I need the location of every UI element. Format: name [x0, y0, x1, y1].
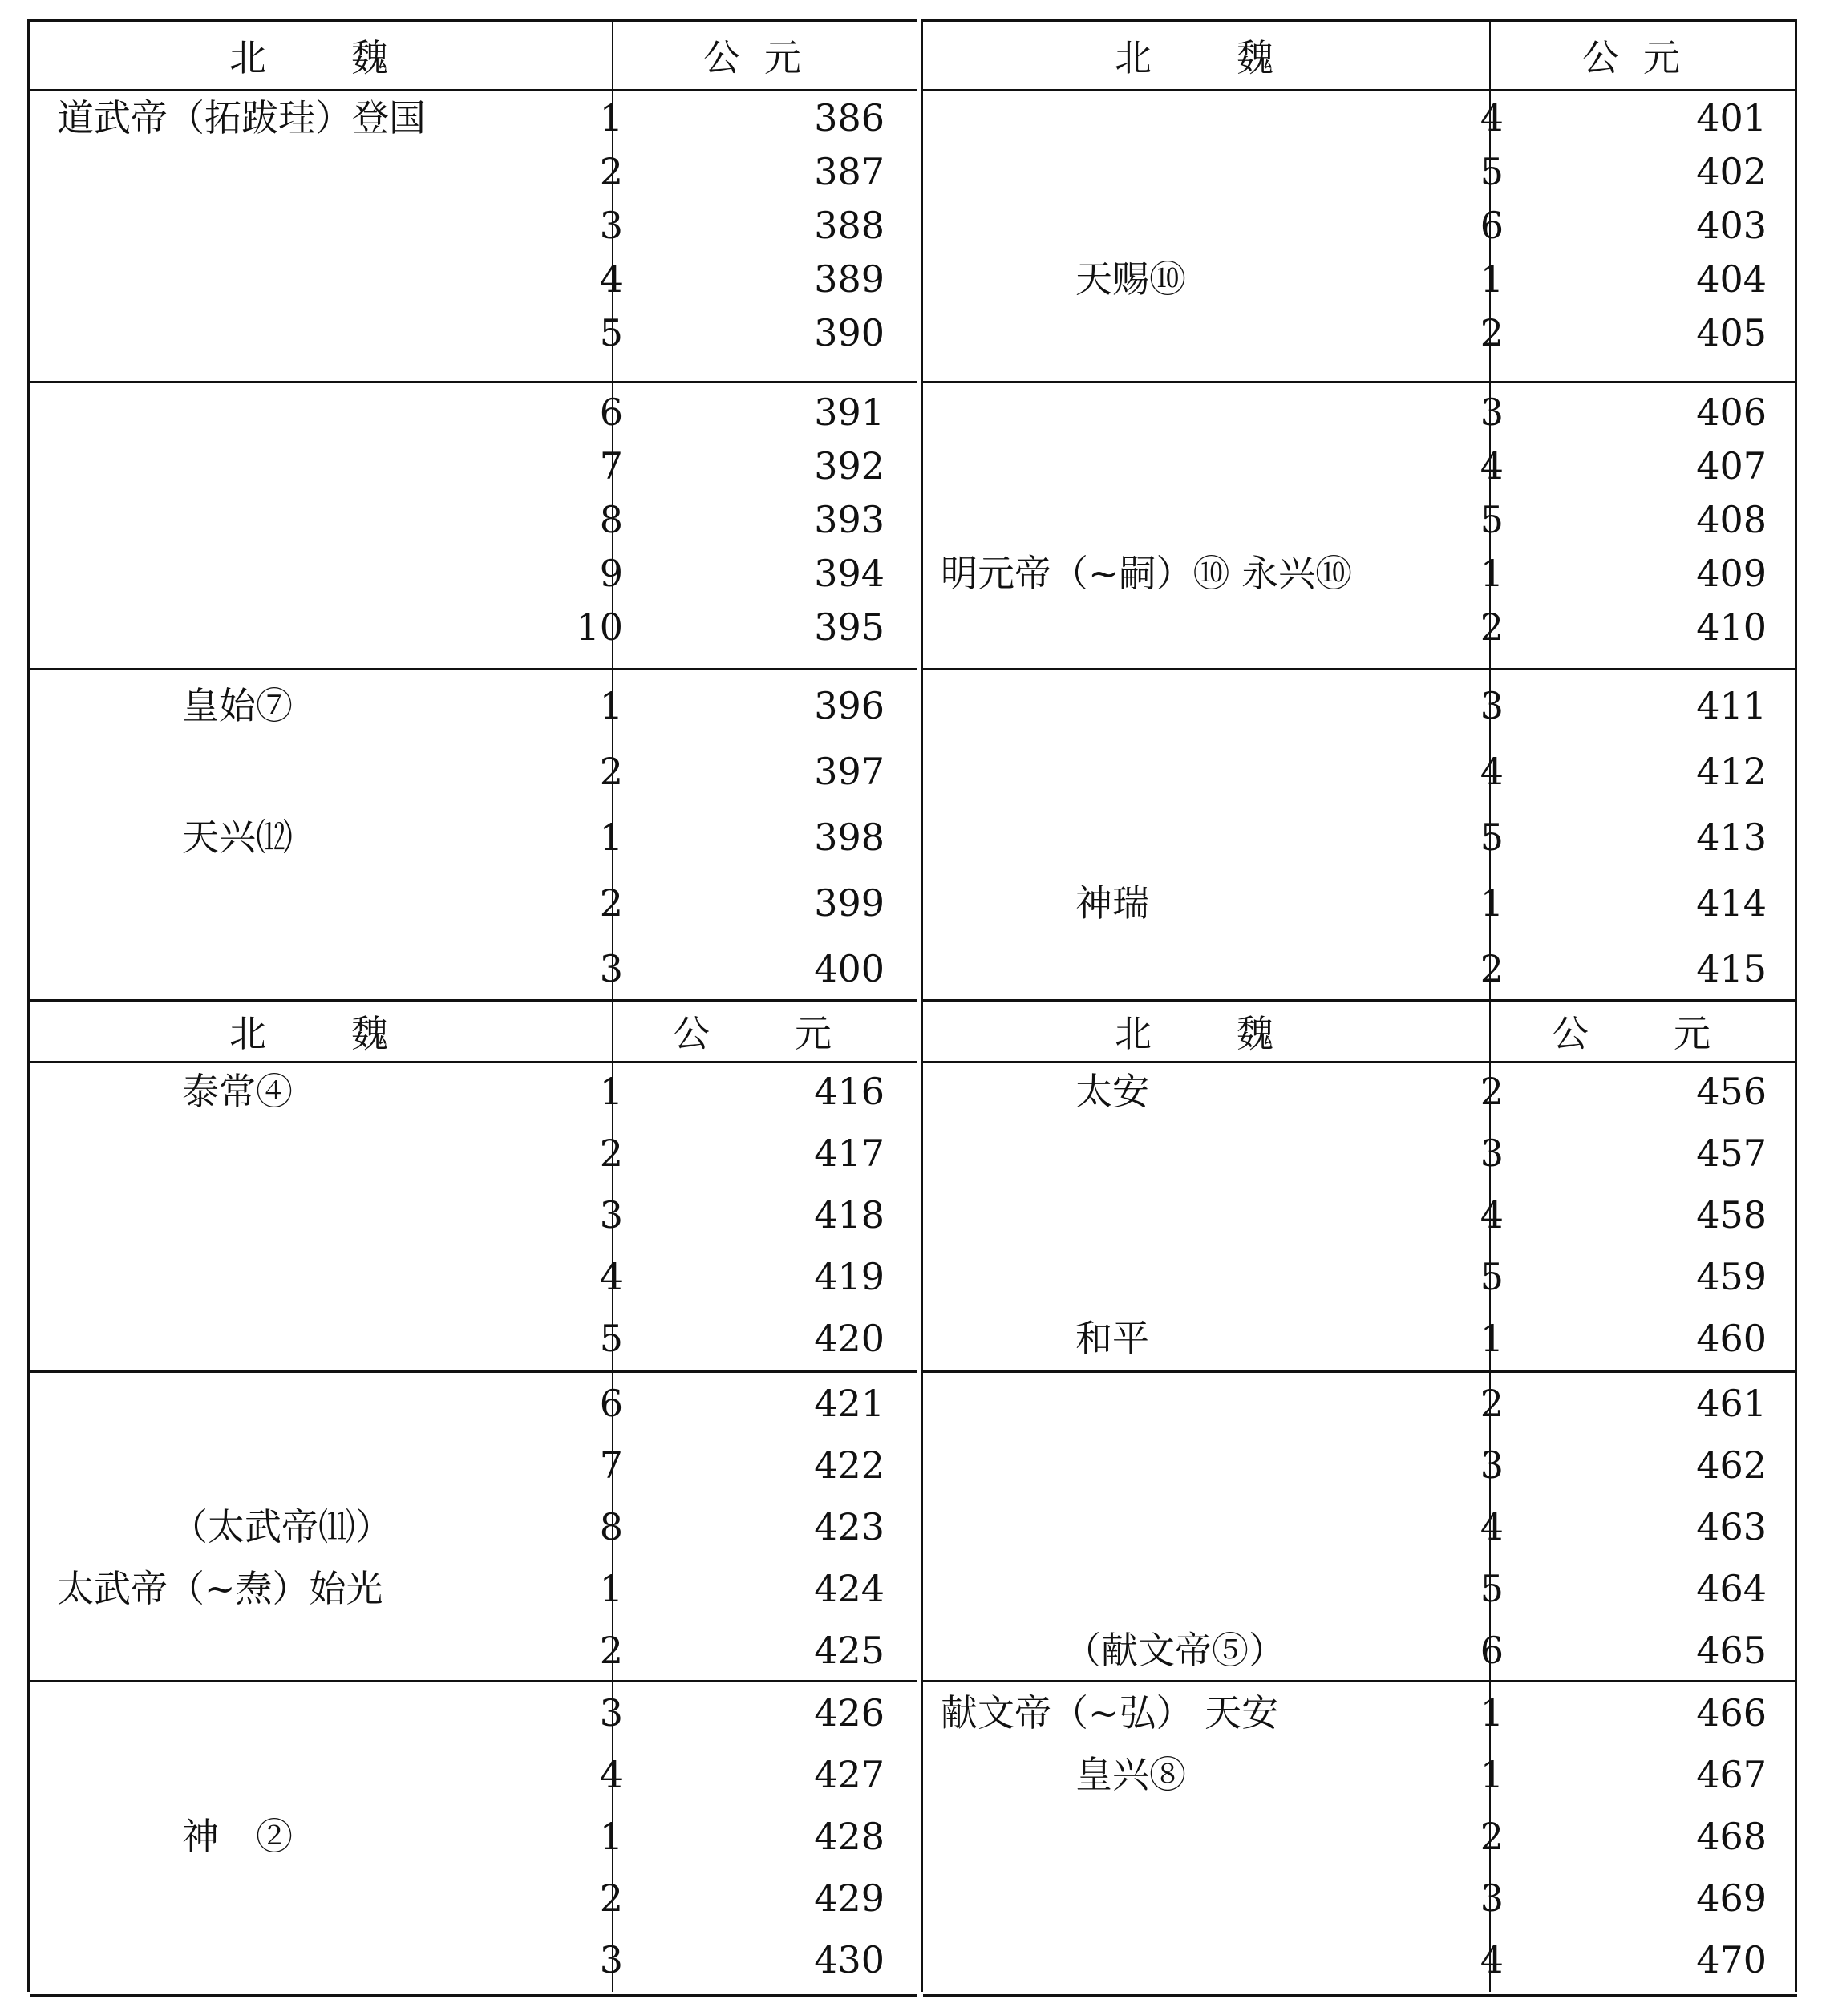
row-group: [30, 668, 917, 999]
table-row: [30, 603, 917, 651]
section-header-row: [923, 22, 1797, 91]
table-row: [30, 201, 917, 249]
table-row: [923, 1626, 1797, 1674]
reign-year-number: 3: [599, 1193, 623, 1237]
table-section: [923, 999, 1797, 1997]
reign-year-number: 1: [599, 816, 623, 859]
table-row: [30, 1874, 917, 1922]
ce-year: 413: [1696, 816, 1767, 859]
reign-year-number: 5: [1480, 150, 1504, 193]
ce-year: 424: [814, 1567, 885, 1610]
reign-label: 皇兴⑧: [1075, 1753, 1186, 1796]
reign-year-table: [27, 19, 1797, 1992]
reign-year-number: 2: [1480, 1070, 1504, 1113]
reign-year-number: 4: [1480, 96, 1504, 140]
reign-year-number: 7: [599, 444, 623, 488]
table-row: [30, 1812, 917, 1860]
reign-year-number: 3: [1480, 1131, 1504, 1175]
ce-year: 396: [814, 684, 885, 727]
reign-year-number: 3: [1480, 1876, 1504, 1920]
table-row: [30, 682, 917, 730]
ce-year: 470: [1696, 1938, 1767, 1982]
reign-label: 天兴⑿: [182, 816, 293, 859]
reign-year-number: 4: [1480, 444, 1504, 488]
section-header-row: [30, 1002, 917, 1063]
row-group: [923, 1680, 1797, 1992]
table-row: [30, 747, 917, 795]
table-row: [923, 309, 1797, 357]
reign-year-number: 8: [599, 498, 623, 541]
ce-year: 415: [1696, 947, 1767, 990]
reign-year-number: 1: [599, 1567, 623, 1610]
ce-year: 464: [1696, 1567, 1767, 1610]
table-row: [30, 1936, 917, 1984]
reign-year-number: 2: [599, 750, 623, 793]
reign-label: 太武帝（~焘）始光: [57, 1567, 383, 1610]
ce-year: 469: [1696, 1876, 1767, 1920]
ce-year: 412: [1696, 750, 1767, 793]
reign-year-number: 7: [599, 1443, 623, 1487]
ce-year: 390: [814, 311, 885, 354]
ce-year: 397: [814, 750, 885, 793]
table-row: [923, 94, 1797, 142]
table-row: [923, 1689, 1797, 1737]
ce-year: 421: [814, 1382, 885, 1425]
table-section: [30, 19, 917, 1002]
ce-year: 463: [1696, 1505, 1767, 1548]
ce-year: 419: [814, 1255, 885, 1298]
reign-year-number: 3: [599, 1691, 623, 1735]
table-row: [923, 813, 1797, 861]
ce-year: 403: [1696, 204, 1767, 247]
table-row: [923, 603, 1797, 651]
header-dynasty: 北 魏: [1115, 36, 1298, 79]
ce-year: 416: [814, 1070, 885, 1113]
ce-year: 394: [814, 552, 885, 595]
table-left-half: [27, 19, 917, 1992]
table-row: [923, 1253, 1797, 1301]
table-row: [923, 747, 1797, 795]
ce-year: 399: [814, 881, 885, 925]
reign-year-number: 6: [599, 1382, 623, 1425]
ce-year: 429: [814, 1876, 885, 1920]
reign-label: 献文帝（~弘） 天安: [941, 1691, 1279, 1735]
table-row: [923, 1565, 1797, 1613]
ce-year: 395: [814, 605, 885, 649]
reign-label: 泰常④: [182, 1070, 293, 1113]
table-row: [30, 945, 917, 993]
row-group: [923, 381, 1797, 670]
reign-year-number: 3: [1480, 391, 1504, 434]
section-header-row: [30, 22, 917, 91]
table-row: [30, 1129, 917, 1177]
table-row: [923, 1751, 1797, 1799]
ce-year: 388: [814, 204, 885, 247]
ce-year: 461: [1696, 1382, 1767, 1425]
header-era: 公 元: [1552, 1012, 1735, 1055]
reign-year-number: 2: [1480, 1815, 1504, 1858]
reign-year-number: 6: [1480, 1629, 1504, 1672]
table-row: [923, 1067, 1797, 1115]
reign-year-number: 2: [599, 1629, 623, 1672]
reign-year-number: 1: [1480, 552, 1504, 595]
ce-year: 387: [814, 150, 885, 193]
row-group: [30, 1370, 917, 1682]
table-row: [30, 148, 917, 196]
table-row: [30, 442, 917, 490]
table-row: [923, 1441, 1797, 1489]
table-row: [923, 496, 1797, 544]
ce-year: 418: [814, 1193, 885, 1237]
ce-year: 407: [1696, 444, 1767, 488]
table-row: [30, 1689, 917, 1737]
reign-year-number: 1: [1480, 1317, 1504, 1360]
reign-year-number: 4: [599, 257, 623, 301]
reign-year-number: 4: [1480, 1505, 1504, 1548]
table-row: [923, 1314, 1797, 1362]
reign-year-number: 3: [599, 1938, 623, 1982]
reign-year-number: 1: [599, 1070, 623, 1113]
reign-year-number: 6: [1480, 204, 1504, 247]
reign-label: 神瑞: [1075, 881, 1149, 925]
ce-year: 457: [1696, 1131, 1767, 1175]
reign-year-number: 5: [1480, 498, 1504, 541]
table-row: [30, 1441, 917, 1489]
header-dynasty: 北 魏: [1115, 1012, 1298, 1055]
table-right-half: [921, 19, 1797, 1992]
ce-year: 398: [814, 816, 885, 859]
table-row: [30, 1314, 917, 1362]
reign-year-number: 1: [1480, 1753, 1504, 1796]
row-group: [923, 1061, 1797, 1370]
ce-year: 426: [814, 1691, 885, 1735]
reign-year-number: 6: [599, 391, 623, 434]
reign-year-number: 2: [1480, 311, 1504, 354]
table-row: [923, 682, 1797, 730]
ce-year: 409: [1696, 552, 1767, 595]
reign-year-number: 4: [1480, 1193, 1504, 1237]
ce-year: 386: [814, 96, 885, 140]
reign-year-number: 1: [599, 96, 623, 140]
ce-year: 427: [814, 1753, 885, 1796]
reign-year-number: 2: [599, 150, 623, 193]
table-row: [923, 1379, 1797, 1427]
ce-year: 459: [1696, 1255, 1767, 1298]
table-row: [30, 1191, 917, 1239]
ce-year: 466: [1696, 1691, 1767, 1735]
reign-year-number: 2: [599, 1876, 623, 1920]
ce-year: 468: [1696, 1815, 1767, 1858]
reign-year-number: 10: [576, 605, 623, 649]
row-group: [923, 1370, 1797, 1682]
reign-label: 道武帝（拓跋珪）登国: [57, 96, 426, 140]
reign-year-number: 2: [1480, 1382, 1504, 1425]
reign-year-number: 2: [599, 881, 623, 925]
ce-year: 393: [814, 498, 885, 541]
table-row: [30, 1067, 917, 1115]
reign-year-number: 5: [599, 311, 623, 354]
table-row: [923, 1936, 1797, 1984]
ce-year: 411: [1696, 684, 1767, 727]
ce-year: 430: [814, 1938, 885, 1982]
reign-year-number: 2: [1480, 605, 1504, 649]
ce-year: 465: [1696, 1629, 1767, 1672]
reign-year-number: 3: [1480, 1443, 1504, 1487]
row-group: [30, 1061, 917, 1370]
table-row: [30, 1565, 917, 1613]
table-row: [30, 388, 917, 436]
reign-label: 皇始⑦: [182, 684, 293, 727]
table-row: [30, 813, 917, 861]
reign-year-number: 3: [599, 204, 623, 247]
reign-year-number: 4: [1480, 1938, 1504, 1982]
ce-year: 428: [814, 1815, 885, 1858]
reign-year-number: 1: [1480, 1691, 1504, 1735]
reign-label: （献文帝⑤）: [1064, 1629, 1286, 1672]
reign-year-number: 5: [1480, 816, 1504, 859]
reign-year-number: 4: [599, 1753, 623, 1796]
section-header-row: [923, 1002, 1797, 1063]
reign-year-number: 1: [1480, 881, 1504, 925]
ce-year: 417: [814, 1131, 885, 1175]
reign-year-number: 2: [1480, 947, 1504, 990]
table-row: [30, 549, 917, 597]
reign-year-number: 1: [599, 1815, 623, 1858]
ce-year: 462: [1696, 1443, 1767, 1487]
reign-year-number: 5: [599, 1317, 623, 1360]
reign-year-number: 5: [1480, 1567, 1504, 1610]
table-row: [923, 1191, 1797, 1239]
reign-year-number: 3: [599, 947, 623, 990]
table-row: [923, 549, 1797, 597]
ce-year: 406: [1696, 391, 1767, 434]
table-row: [30, 1379, 917, 1427]
ce-year: 392: [814, 444, 885, 488]
reign-label: 天赐⑩: [1075, 257, 1186, 301]
ce-year: 456: [1696, 1070, 1767, 1113]
header-dynasty: 北 魏: [229, 36, 412, 79]
reign-year-number: 5: [1480, 1255, 1504, 1298]
ce-year: 420: [814, 1317, 885, 1360]
table-row: [923, 148, 1797, 196]
row-group: [30, 381, 917, 670]
reign-year-number: 1: [599, 684, 623, 727]
table-row: [30, 1751, 917, 1799]
header-era: 公 元: [673, 1012, 856, 1055]
header-dynasty: 北 魏: [229, 1012, 412, 1055]
row-group: [30, 1680, 917, 1992]
ce-year: 460: [1696, 1317, 1767, 1360]
table-row: [30, 94, 917, 142]
table-row: [923, 1503, 1797, 1551]
reign-year-number: 9: [599, 552, 623, 595]
reign-year-number: 1: [1480, 257, 1504, 301]
reign-year-number: 4: [599, 1255, 623, 1298]
ce-year: 404: [1696, 257, 1767, 301]
table-row: [923, 201, 1797, 249]
ce-year: 408: [1696, 498, 1767, 541]
reign-label: 明元帝（~嗣）⑩ 永兴⑩: [941, 552, 1353, 595]
row-group: [923, 668, 1797, 999]
table-row: [30, 1503, 917, 1551]
table-row: [30, 1253, 917, 1301]
ce-year: 414: [1696, 881, 1767, 925]
table-row: [923, 945, 1797, 993]
ce-year: 410: [1696, 605, 1767, 649]
ce-year: 402: [1696, 150, 1767, 193]
table-row: [923, 879, 1797, 927]
ce-year: 458: [1696, 1193, 1767, 1237]
ce-year: 400: [814, 947, 885, 990]
table-row: [923, 388, 1797, 436]
table-row: [923, 1874, 1797, 1922]
table-row: [30, 255, 917, 303]
table-row: [30, 1626, 917, 1674]
ce-year: 467: [1696, 1753, 1767, 1796]
table-row: [923, 442, 1797, 490]
table-row: [923, 255, 1797, 303]
table-section: [923, 19, 1797, 1002]
table-row: [30, 879, 917, 927]
row-group: [923, 89, 1797, 381]
reign-year-number: 2: [599, 1131, 623, 1175]
table-section: [30, 999, 917, 1997]
ce-year: 422: [814, 1443, 885, 1487]
reign-year-number: 8: [599, 1505, 623, 1548]
ce-year: 389: [814, 257, 885, 301]
table-row: [30, 496, 917, 544]
reign-label: （太武帝⑾）: [171, 1505, 392, 1548]
reign-year-number: 3: [1480, 684, 1504, 727]
ce-year: 405: [1696, 311, 1767, 354]
row-group: [30, 89, 917, 381]
reign-year-number: 4: [1480, 750, 1504, 793]
ce-year: 423: [814, 1505, 885, 1548]
table-row: [923, 1812, 1797, 1860]
header-era: 公元: [1582, 36, 1704, 79]
reign-label: 和平: [1075, 1317, 1149, 1360]
reign-label: 太安: [1075, 1070, 1149, 1113]
header-era: 公元: [703, 36, 825, 79]
ce-year: 425: [814, 1629, 885, 1672]
table-row: [923, 1129, 1797, 1177]
ce-year: 391: [814, 391, 885, 434]
reign-label: 神 ②: [182, 1815, 293, 1858]
table-row: [30, 309, 917, 357]
ce-year: 401: [1696, 96, 1767, 140]
